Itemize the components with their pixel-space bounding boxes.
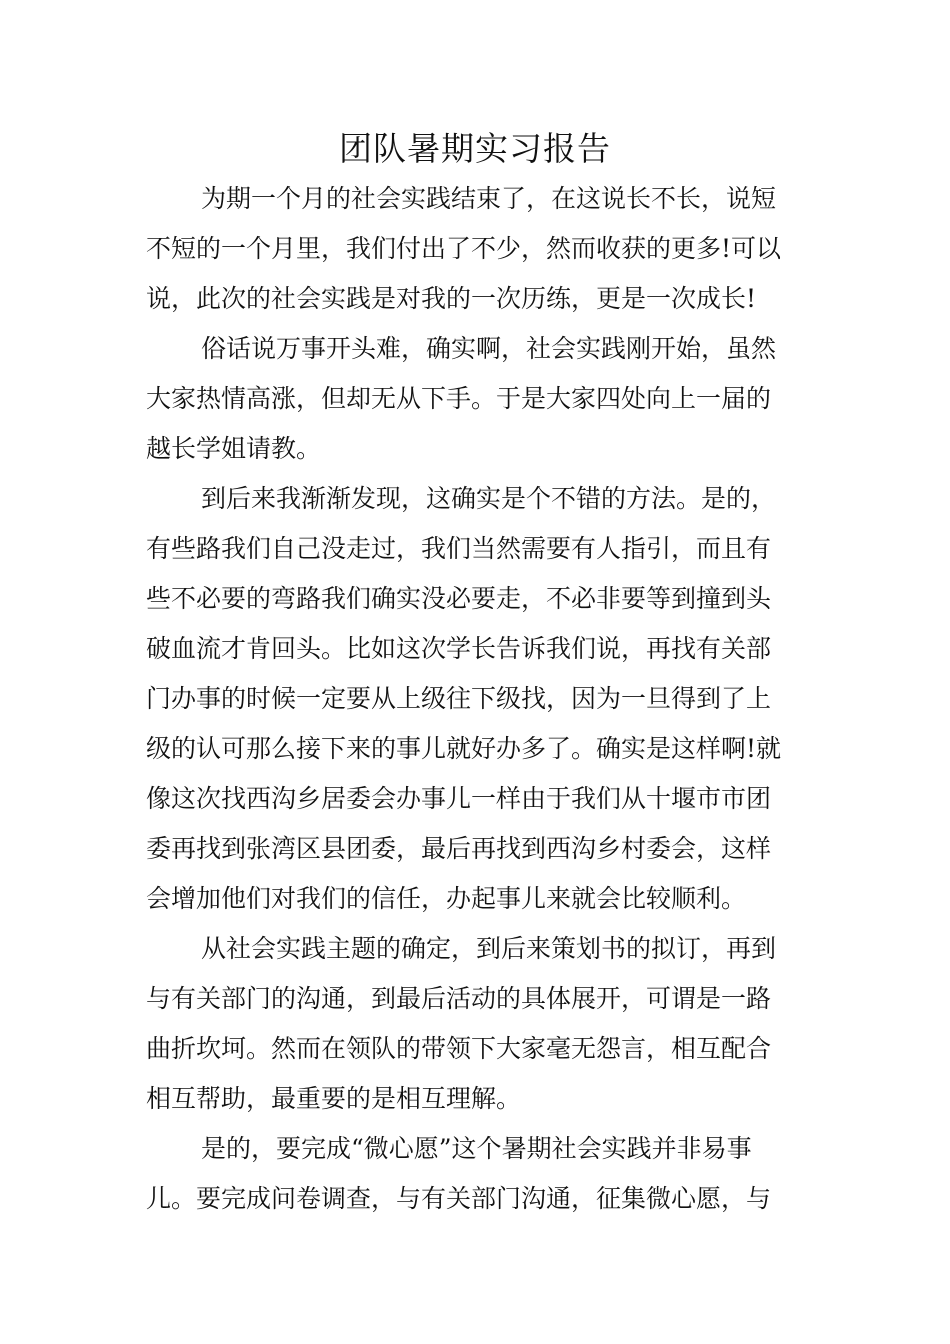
paragraph-line: 相互帮助，最重要的是相互理解。 — [146, 1084, 522, 1113]
paragraph-line: 越长学姐请教。 — [146, 434, 322, 463]
paragraph-line: 些不必要的弯路我们确实没必要走，不必非要等到撞到头 — [146, 584, 772, 613]
paragraph-line: 为期一个月的社会实践结束了，在这说长不长，说短 — [201, 184, 777, 213]
paragraph-line: 会增加他们对我们的信任，办起事儿来就会比较顺利。 — [146, 884, 747, 913]
paragraph-line: 有些路我们自己没走过，我们当然需要有人指引，而且有 — [146, 534, 772, 563]
document-title: 团队暑期实习报告 — [339, 129, 611, 168]
paragraph-line: 曲折坎坷。然而在领队的带领下大家毫无怨言，相互配合 — [146, 1034, 772, 1063]
paragraph-line: 说，此次的社会实践是对我的一次历练，更是一次成长! — [146, 284, 757, 313]
paragraph-line: 与有关部门的沟通，到最后活动的具体展开，可谓是一路 — [146, 984, 772, 1013]
paragraph-line: 像这次找西沟乡居委会办事儿一样由于我们从十堰市市团 — [146, 784, 772, 813]
paragraph-line: 到后来我渐渐发现，这确实是个不错的方法。是的， — [201, 484, 777, 513]
paragraph-line: 门办事的时候一定要从上级往下级找，因为一旦得到了上 — [146, 684, 772, 713]
paragraph-line: 是的，要完成“微心愿”这个暑期社会实践并非易事 — [201, 1134, 752, 1163]
paragraph-line: 不短的一个月里，我们付出了不少，然而收获的更多!可以 — [146, 234, 782, 263]
paragraph-line: 破血流才肯回头。比如这次学长告诉我们说，再找有关部 — [146, 634, 772, 663]
paragraph-line: 儿。要完成问卷调查，与有关部门沟通，征集微心愿，与 — [146, 1184, 772, 1213]
paragraph-line: 委再找到张湾区县团委，最后再找到西沟乡村委会，这样 — [146, 834, 772, 863]
paragraph-line: 大家热情高涨，但却无从下手。于是大家四处向上一届的 — [146, 384, 772, 413]
paragraph-line: 级的认可那么接下来的事儿就好办多了。确实是这样啊!就 — [146, 734, 782, 763]
paragraph-line: 俗话说万事开头难，确实啊，社会实践刚开始，虽然 — [201, 334, 777, 363]
paragraph-line: 从社会实践主题的确定，到后来策划书的拟订，再到 — [201, 934, 777, 963]
